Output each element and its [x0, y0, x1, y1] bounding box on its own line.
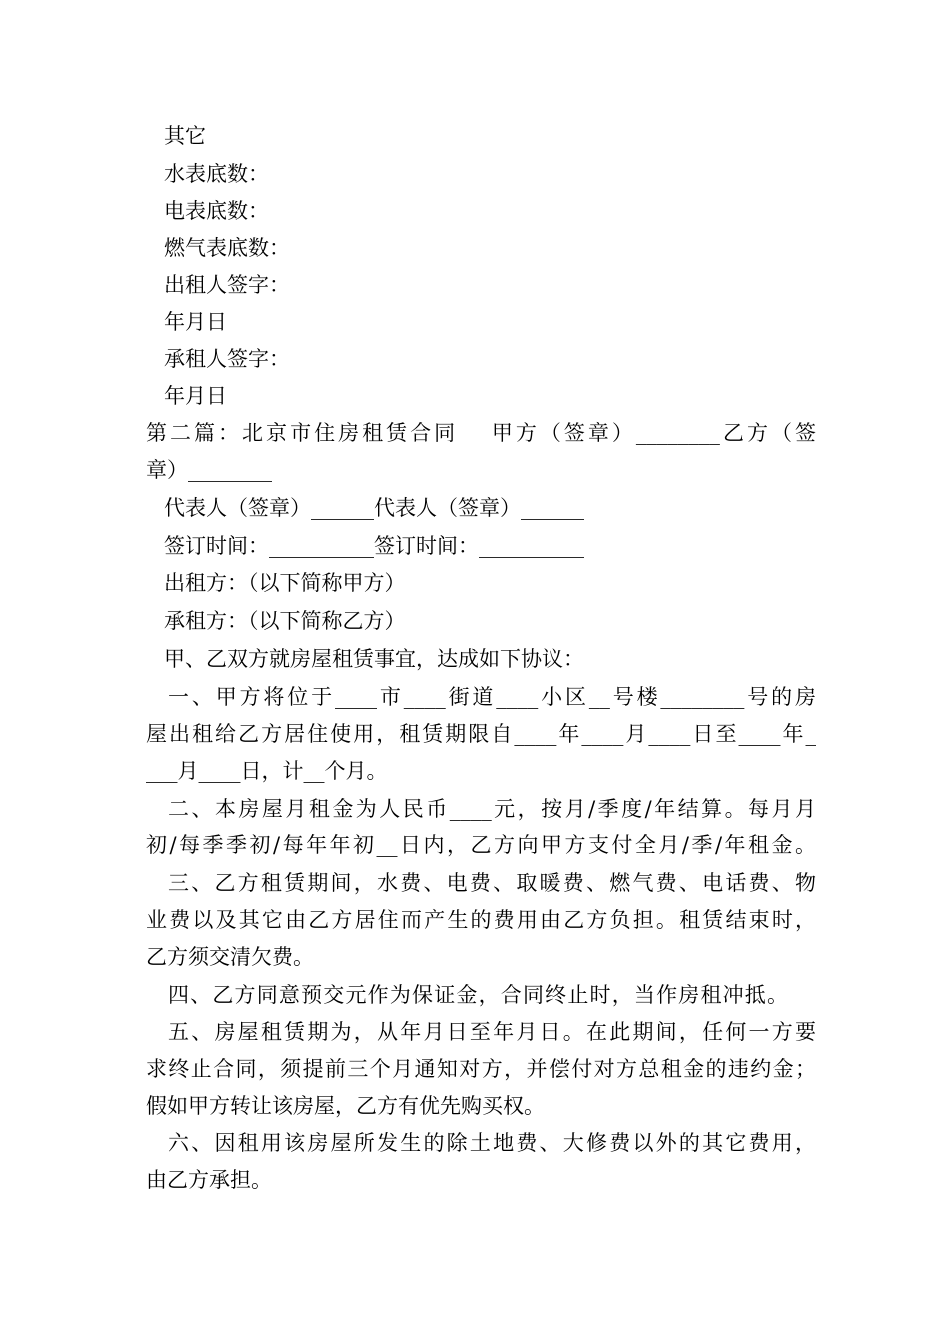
clause-5-line-1: 五、房屋租赁期为，从年月日至年月日。在此期间，任何一方要	[168, 1020, 816, 1044]
clause-1-line-3: ___月____日，计__个月。	[146, 759, 388, 783]
clause-4-line-1: 四、乙方同意预交元作为保证金，合同终止时，当作房租冲抵。	[168, 983, 788, 1007]
text-line-date: 年月日	[164, 384, 227, 408]
text-line-lessee: 承租方：（以下简称乙方）	[164, 609, 406, 633]
clause-6-line-1: 六、因租用该房屋所发生的除土地费、大修费以外的其它费用，	[168, 1131, 816, 1155]
clause-5-line-2: 求终止合同，须提前三个月通知对方，并偿付对方总租金的违约金；	[146, 1057, 816, 1081]
text-line-lessor: 出租方：（以下简称甲方）	[164, 571, 406, 595]
text-line-water-meter: 水表底数：	[164, 162, 269, 186]
text-line-electric-meter: 电表底数：	[164, 199, 269, 223]
clause-6-line-2: 由乙方承担。	[146, 1168, 272, 1192]
text-line-other: 其它	[164, 124, 206, 148]
clause-3-line-1: 三、乙方租赁期间，水费、电费、取暖费、燃气费、电话费、物	[168, 871, 816, 895]
section-heading: 第二篇：北京市住房租赁合同 甲方（签章）________乙方（签	[146, 421, 816, 445]
text-line-gas-meter: 燃气表底数：	[164, 236, 290, 260]
clause-2-line-2: 初/每季季初/每年年初__日内，乙方向甲方支付全月/季/年租金。	[146, 833, 816, 857]
text-line-lessor-signature: 出租人签字：	[164, 273, 290, 297]
text-line: 章）________	[146, 458, 272, 482]
text-line-agreement: 甲、乙双方就房屋租赁事宜，达成如下协议：	[164, 647, 584, 671]
clause-1-line-1: 一、甲方将位于____市____街道____小区__号楼________号的房	[168, 685, 816, 709]
clause-3-line-2: 业费以及其它由乙方居住而产生的费用由乙方负担。租赁结束时，	[146, 908, 816, 932]
text-line-signing-time: 签订时间：__________签订时间：__________	[164, 534, 584, 558]
clause-3-line-3: 乙方须交清欠费。	[146, 945, 314, 969]
text-line-lessee-signature: 承租人签字：	[164, 347, 290, 371]
clause-5-line-3: 假如甲方转让该房屋，乙方有优先购买权。	[146, 1094, 545, 1118]
text-line-representatives: 代表人（签章）______代表人（签章）______	[164, 496, 584, 520]
clause-1-line-2: 屋出租给乙方居住使用，租赁期限自____年____月____日至____年_	[146, 722, 816, 746]
clause-2-line-1: 二、本房屋月租金为人民币____元，按月/季度/年结算。每月月	[168, 797, 816, 821]
text-line-date: 年月日	[164, 310, 227, 334]
